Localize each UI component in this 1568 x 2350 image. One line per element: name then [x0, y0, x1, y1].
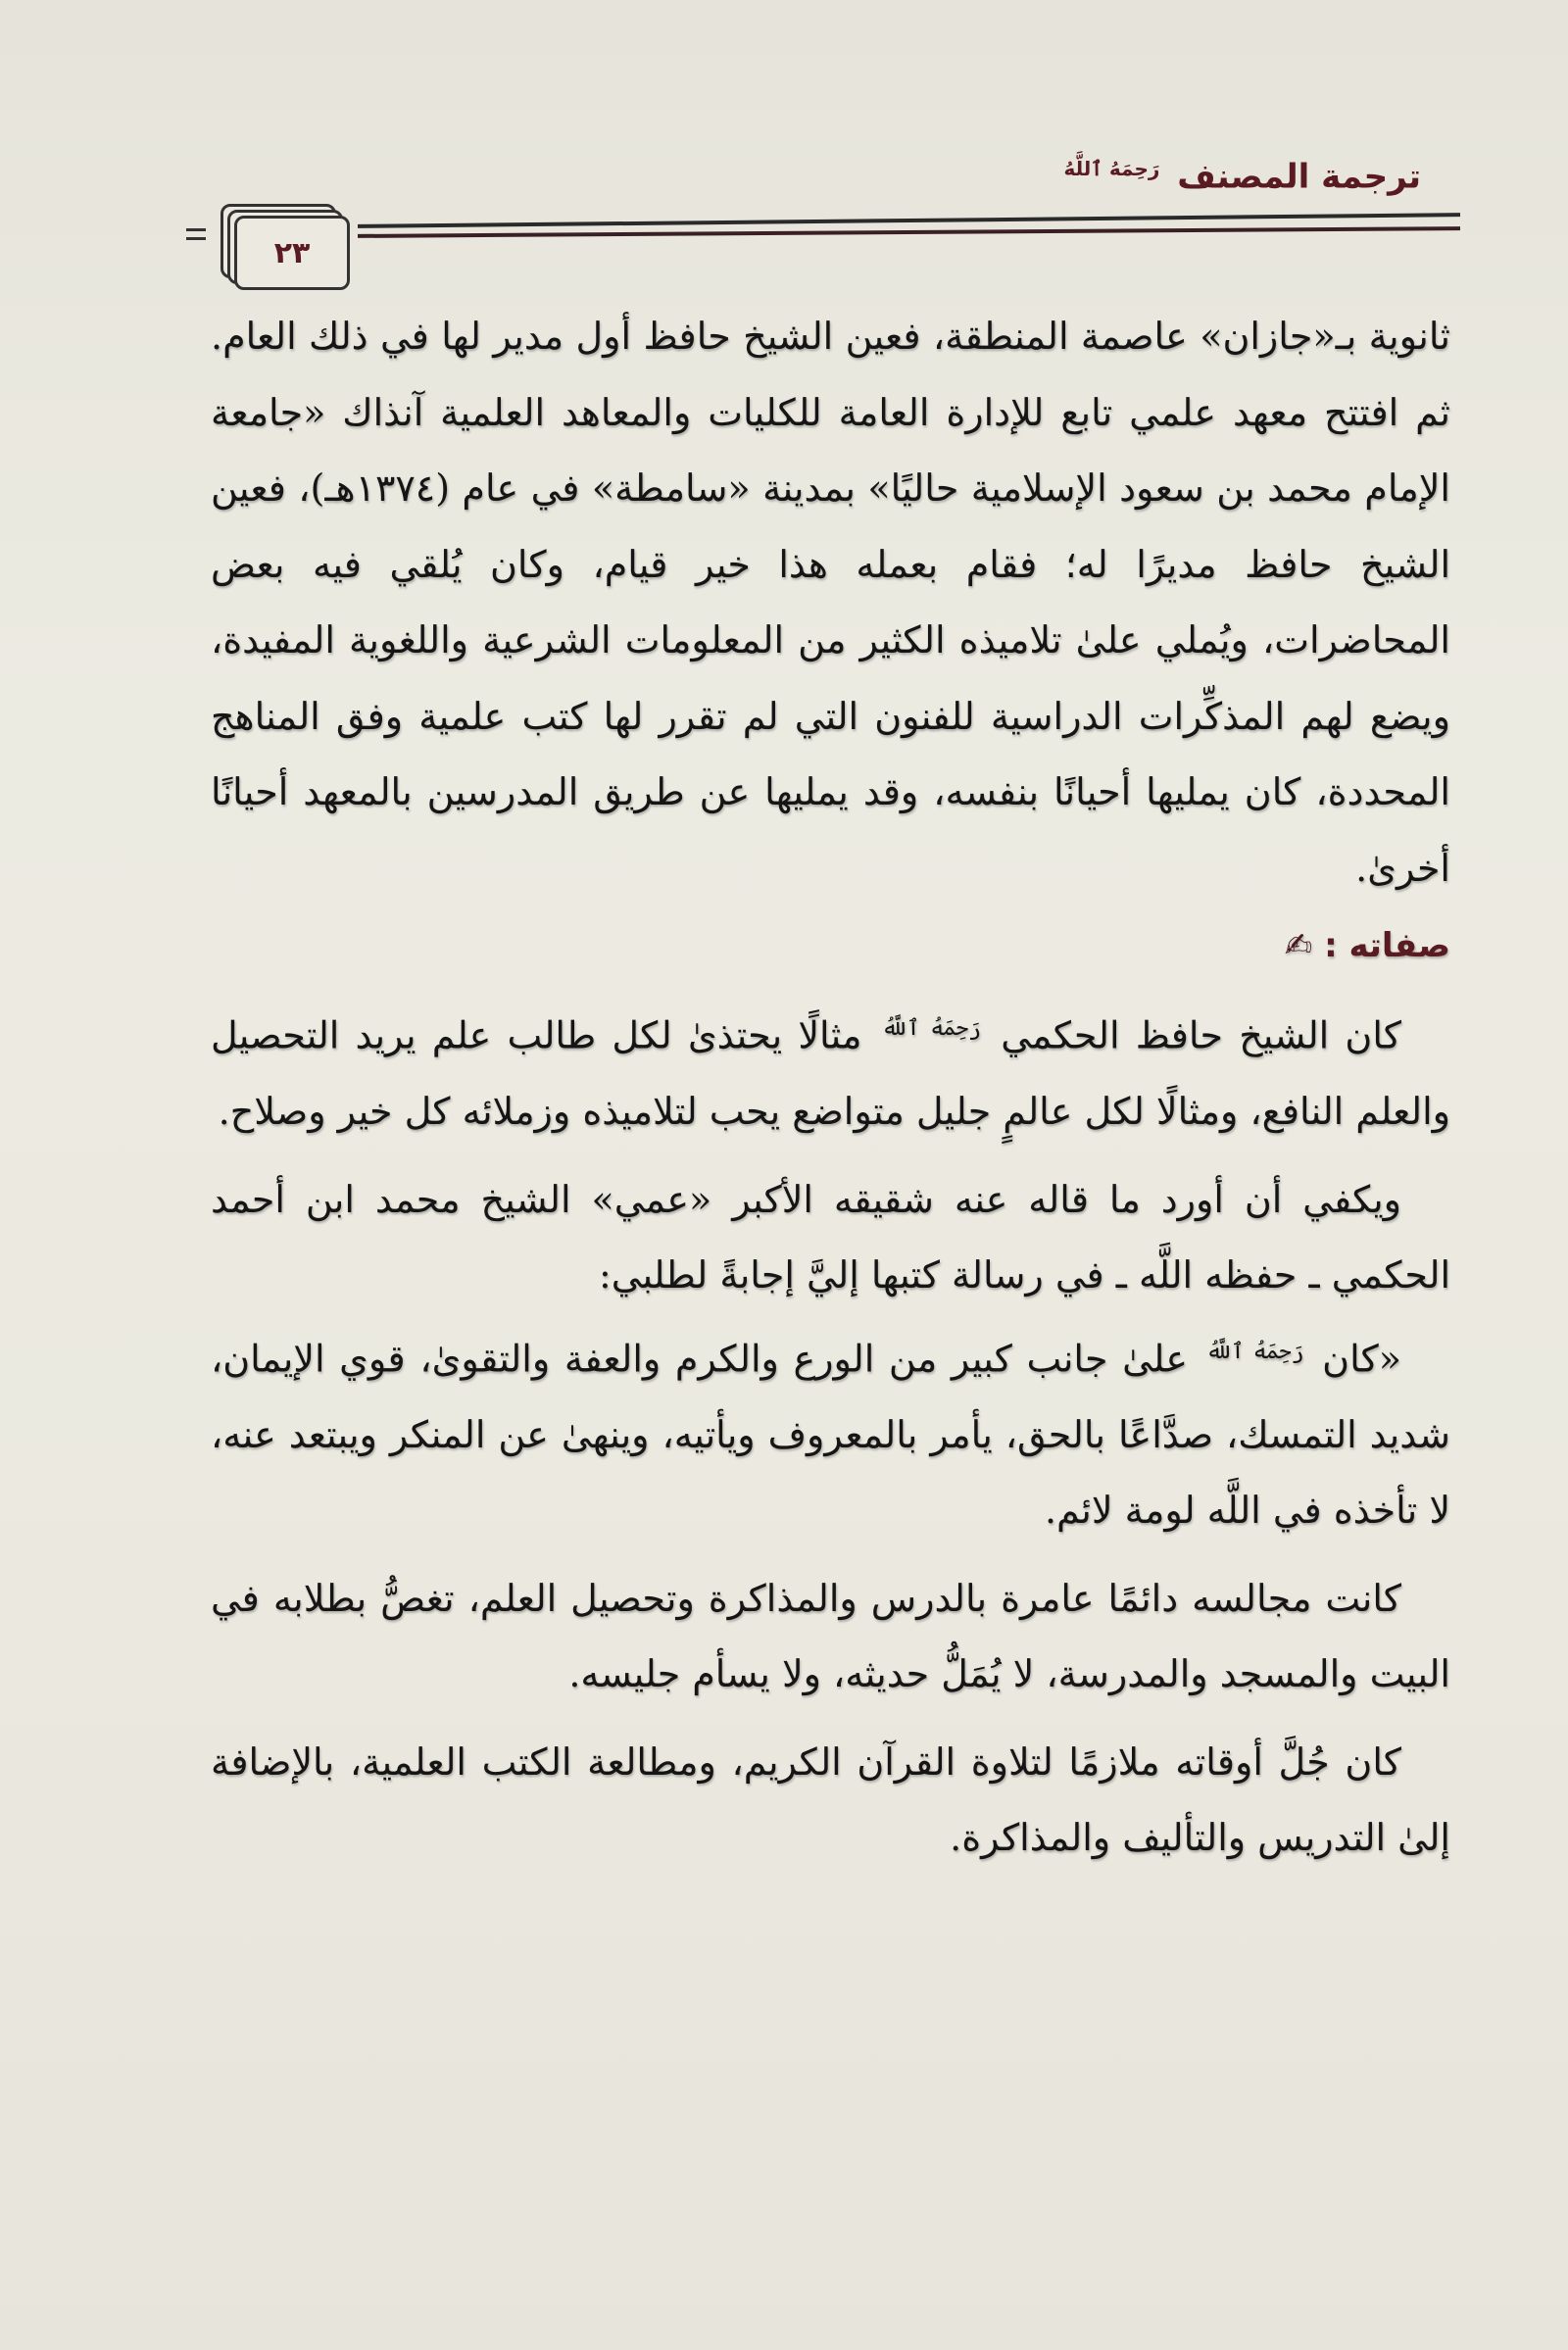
paragraph-quote-1: [211, 1314, 1450, 1549]
running-title: [1063, 157, 1421, 196]
text-span: علىٰ جانب كبير من الورع والكرم والعفة والتقوىٰ، قوي الإيمان، شديد التمسك، صدَّاعًا بالحق، يأمر بالمعروف ويأتيه، وينهىٰ عن المنكر ويبتعد عنه، لا تأخذه في اللَّه لومة لائم.: [211, 1337, 1450, 1533]
section-heading-text: صفاته :: [1324, 926, 1450, 965]
honorific-glyph: رَحِمَهُ ٱللَّهُ: [881, 1016, 982, 1041]
paragraph-traits-2: ويكفي أن أورد ما قاله عنه شقيقه الأكبر «عمي» الشيخ محمد ابن أحمد الحكمي ـ حفظه اللَّه ـ في رسالة كتبها إليَّ إجابةً لطلبي:: [211, 1177, 1450, 1297]
section-heading: [211, 916, 1450, 975]
writing-hand-icon: ✍: [1284, 926, 1313, 965]
text-span: «كان: [1322, 1337, 1401, 1381]
text-span: كان الشيخ حافظ الحكمي: [1001, 1013, 1401, 1057]
page-box-front: [234, 216, 350, 290]
page-number-badge: [220, 204, 348, 282]
page-header: [186, 147, 1460, 284]
paragraph-traits-1: [211, 991, 1450, 1151]
page-body: [211, 299, 1450, 1877]
page-number: ٢٣: [273, 235, 311, 270]
paragraph-quote-2: كانت مجالسه دائمًا عامرة بالدرس والمذاكرة وتحصيل العلم، تغصُّ بطلابه في البيت والمسجد والمدرسة، لا يُمَلُّ حديثه، ولا يسأم جليسه.: [211, 1576, 1450, 1696]
honorific-glyph: رَحِمَهُ ٱللَّهُ: [1063, 157, 1160, 180]
header-rule-top: [358, 213, 1460, 228]
honorific-glyph: رَحِمَهُ ٱللَّهُ: [1205, 1339, 1304, 1364]
paragraph-intro: ثانوية بـ«جازان» عاصمة المنطقة، فعين الشيخ حافظ أول مدير لها في ذلك العام. ثم افتتح معهد علمي تابع للإدارة العامة للكليات والمعاهد العلمية آنذاك «جامعة الإمام محمد بن سعود الإسلامية حاليًا» بمدينة «سامطة» في عام (١٣٧٤هـ)، فعين الشيخ حافظ مديرًا له؛ فقام بعمله هذا خير قيام، وكان يُلقي فيه بعض المحاضرات، ويُملي علىٰ تلاميذه الكثير من المعلومات الشرعية واللغوية المفيدة، ويضع لهم المذكِّرات الدراسية للفنون التي لم تقرر لها كتب علمية وفق المناهج المحددة، كان يمليها أحيانًا بنفسه، وقد يمليها عن طريق المدرسين بالمعهد أحيانًا أخرىٰ.: [211, 315, 1450, 890]
left-double-rule-icon: [186, 228, 206, 246]
header-rule-bottom: [358, 226, 1460, 238]
text-span: مثالًا يحتذىٰ لكل طالب علم يريد التحصيل والعلم النافع، ومثالًا لكل عالمٍ جليل متواضع يحب لتلاميذه وزملائه كل خير وصلاح.: [211, 1013, 1450, 1134]
paragraph-quote-3: كان جُلَّ أوقاته ملازمًا لتلاوة القرآن الكريم، ومطالعة الكتب العلمية، بالإضافة إلىٰ التدريس والتأليف والمذاكرة.: [211, 1739, 1450, 1860]
running-title-text: ترجمة المصنف: [1177, 157, 1421, 197]
